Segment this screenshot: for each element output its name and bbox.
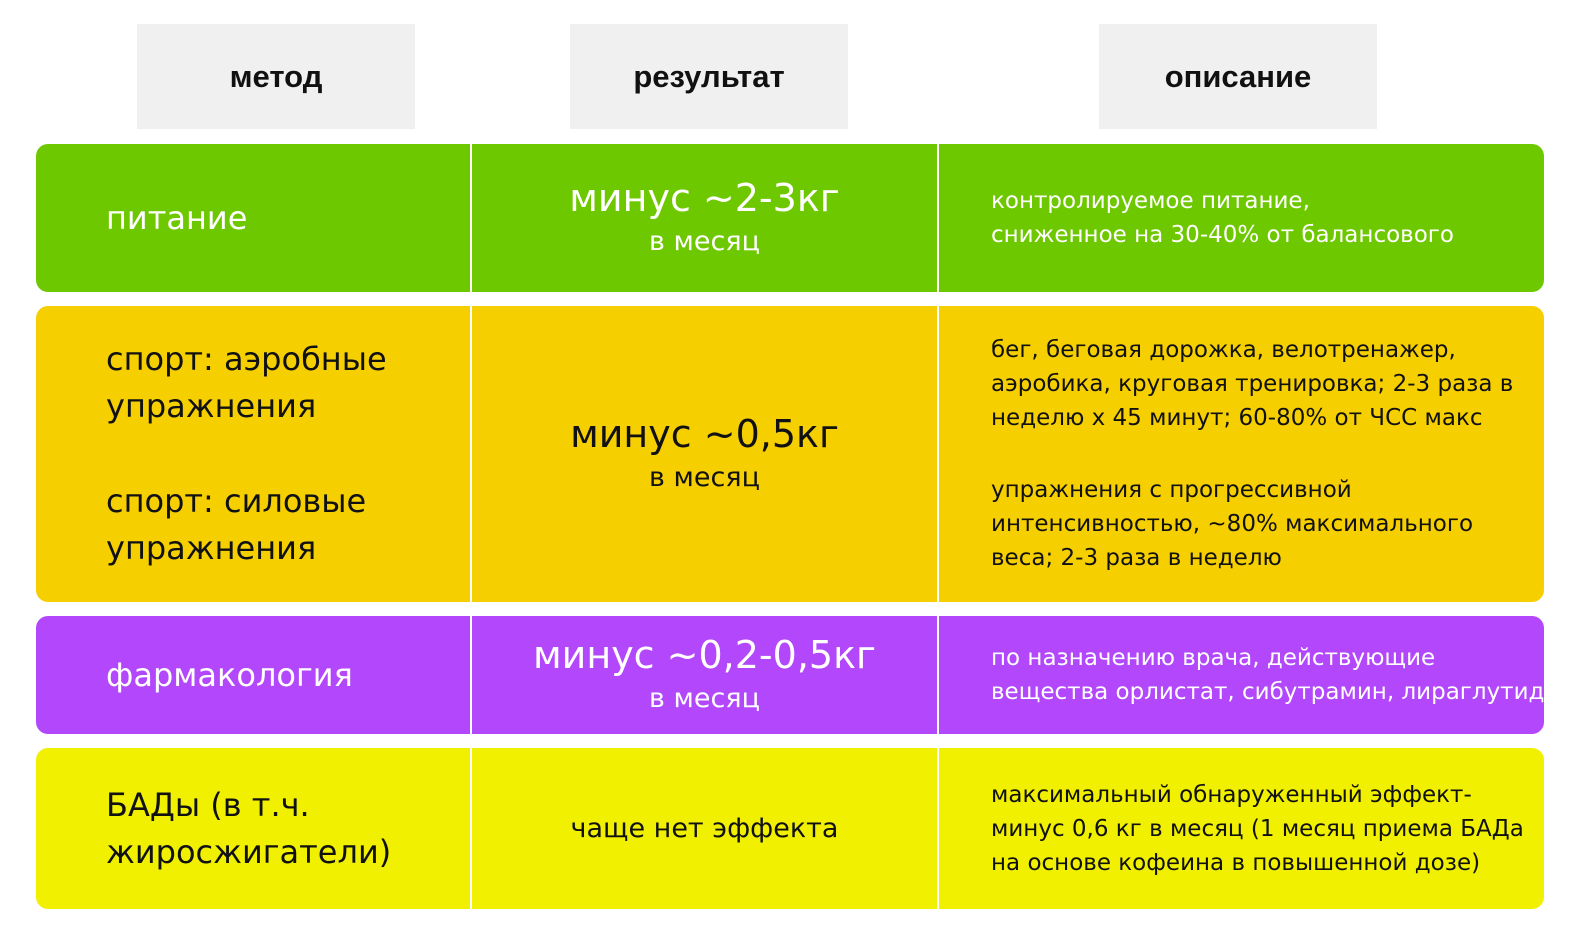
description-cell [991,748,1544,909]
method-label: питание [106,198,248,237]
method-label: фармакология [106,655,353,694]
description-line: контролируемое питание, [991,188,1310,214]
method-label: спорт: силовые [106,482,367,520]
description-line: минус 0,6 кг в месяц (1 месяц приема БАДа [991,815,1524,842]
description-line: упражнения с прогрессивной [991,477,1352,503]
description-line: вещества орлистат, сибутрамин, лираглутид [991,679,1544,705]
table-row-sport [36,306,1544,602]
method-cell [106,306,466,602]
result-period: в месяц [649,683,760,714]
column-divider [937,616,939,734]
description-line: интенсивностью, ~80% максимального [991,511,1474,537]
table-row-nutrition [36,144,1544,292]
column-divider [937,748,939,909]
column-divider [937,144,939,292]
result-period: в месяц [649,226,760,257]
result-period: в месяц [649,462,760,493]
result-cell [472,748,937,909]
result-cell [472,306,937,602]
description-line: по назначению врача, действующие [991,645,1436,671]
description-line: на основе кофеина в повышенной дозе) [991,849,1481,876]
description-line: веса; 2-3 раза в неделю [991,545,1282,571]
description-line: бег, беговая дорожка, велотренажер, [991,337,1456,363]
method-aerobic [106,336,466,430]
description-cell [991,144,1544,292]
description-line: неделю х 45 минут; 60-80% от ЧСС макс [991,405,1483,431]
method-label: БАДы (в т.ч. [106,785,310,824]
table-row-pharmacology [36,616,1544,734]
method-cell [106,616,466,734]
result-value: минус ~2-3кг [569,176,840,220]
result-value: минус ~0,5кг [570,412,839,456]
description-cell [991,616,1544,734]
column-header-description: описание [1099,24,1377,129]
method-label: упражнения [106,387,317,425]
method-label: упражнения [106,529,317,567]
method-label: спорт: аэробные [106,340,387,378]
column-header-result: результат [570,24,848,129]
result-cell [472,144,937,292]
method-label: жиросжигатели) [106,832,392,871]
column-header-method: метод [137,24,415,129]
column-divider [937,306,939,602]
description-line: максимальный обнаруженный эффект- [991,781,1472,808]
description-aerobic [991,333,1544,435]
result-cell [472,616,937,734]
description-cell [991,306,1544,602]
result-value: чаще нет эффекта [570,812,839,844]
method-strength [106,478,466,572]
method-cell [106,748,466,909]
method-cell [106,144,466,292]
description-strength [991,473,1544,575]
result-value: минус ~0,2-0,5кг [532,633,876,677]
table-row-supplements [36,748,1544,909]
description-line: аэробика, круговая тренировка; 2-3 раза в [991,371,1514,397]
description-line: сниженное на 30-40% от балансового [991,222,1454,248]
